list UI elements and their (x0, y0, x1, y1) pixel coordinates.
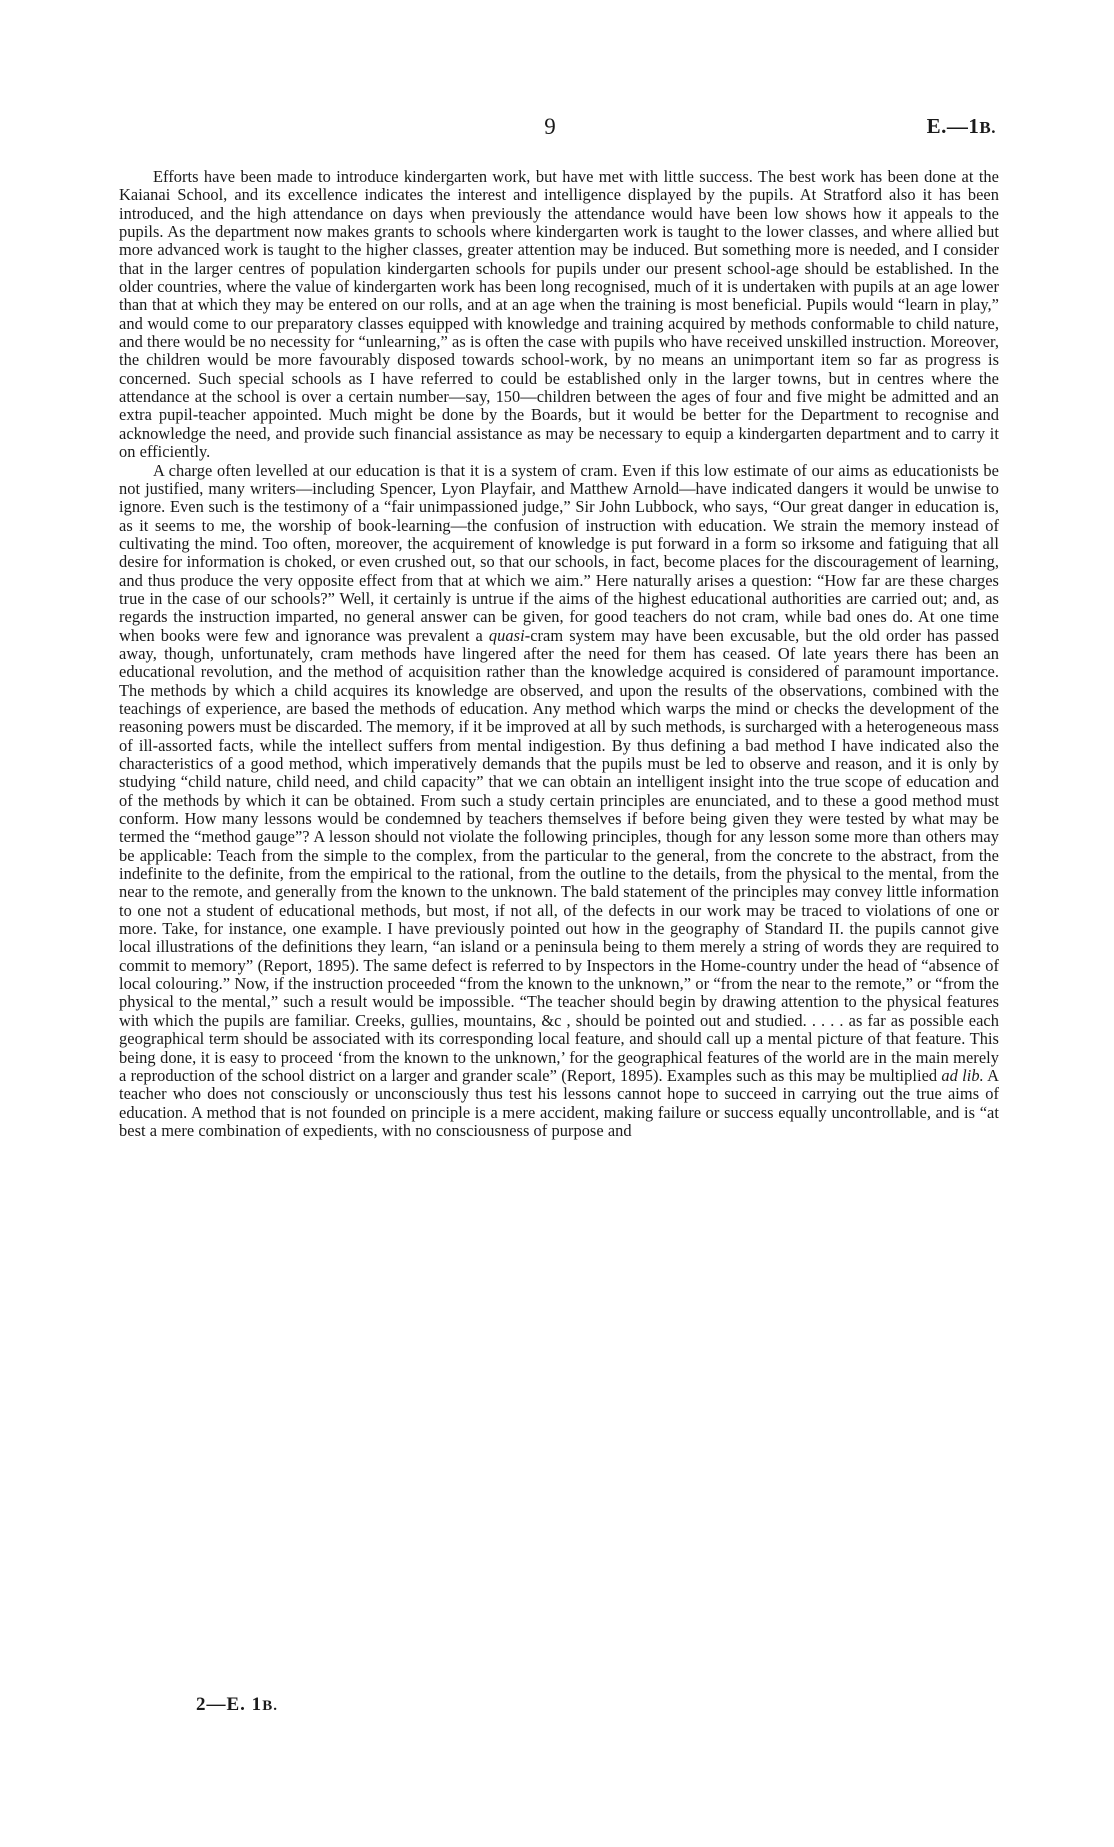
signature-main: 2—E. 1 (196, 1694, 263, 1715)
running-head-suffix: B. (979, 118, 996, 137)
signature-suffix: B. (262, 1698, 278, 1714)
paragraph-kindergarten: Efforts have been made to introduce kindergarten work, but have met with little success. The best work has been done at the Kaianai School, and its excellence indicates the interest and intelligence displayed by the pupils. At Stratford also it has been introduced, and the high attendance on days when previously the attendance would have been low shows how it appeals to the pupils. As the department now makes grants to schools where kindergarten work is taught to the lower classes, and where allied but more advanced work is taught to the higher classes, greater attention may be induced. But something more is needed, and I consider that in the larger centres of population kindergarten schools for pupils under our present school-age should be established. In the older countries, where the value of kindergarten work has been long recognised, much of it is undertaken with pupils at an age lower than that at which they may be entered on our rolls, and at an age when the training is most beneficial. Pupils would “learn in play,” and would come to our preparatory classes equipped with knowledge and training acquired by methods conformable to child nature, and there would be no necessity for “unlearning,” as is often the case with pupils who have received unskilled instruction. Moreover, the children would be more favourably disposed towards school-work, by no means an unimportant item so far as progress is concerned. Such special schools as I have referred to could be established only in the larger towns, but in centres where the attendance at the school is over a certain number—say, 150—children between the ages of four and five might be admitted and an extra pupil-teacher appointed. Much might be done by the Boards, but it would be better for the Department to recognise and acknowledge the need, and provide such financial assistance as may be necessary to equip a kindergarten department and to carry it on efficiently. (119, 167, 999, 462)
paragraph-cram-part-a: A charge often levelled at our education is that it is a system of cram. Even if this low estimate of our aims as educationists be not justified, many writers—including Spencer, Lyon Playfair, and Matthew Arnold—have indicated dangers it would be unwise to ignore. Even such is the testimony of a “fair unimpassioned judge,” Sir John Lubbock, who says, “Our great danger in education is, as it seems to me, the worship of book-learning—the confusion of instruction with education. We strain the memory instead of cultivating the mind. Too often, moreover, the acquirement of knowledge is put forward in a form so irksome and fatiguing that all desire for information is choked, or even crushed out, so that our schools, in fact, become places for the discouragement of learning, and thus produce the very opposite effect from that at which we aim.” Here naturally arises a question: “How far are these charges true in the case of our schools?” Well, it certainly is untrue if the aims of the highest educational authorities are carried out; and, as regards the instruction imparted, no general answer can be given, for good teachers do not cram, while bad ones do. At one time when books were few and ignorance was prevalent a (119, 460, 999, 645)
running-head (927, 114, 996, 139)
italic-quasi: quasi (488, 625, 525, 645)
paragraph-cram (119, 462, 999, 1141)
paragraph-cram-part-b: -cram system may have been excusable, but the old order has passed away, though, unfortunately, cram methods have lingered after the need for them has ceased. Of late years there has been an educational revolution, and the method of acquisition rather than the knowledge acquired is considered of paramount importance. The methods by which a child acquires its knowledge are observed, and upon the results of the observations, combined with the teachings of experience, are based the methods of education. Any method which warps the mind or checks the development of the reasoning powers must be discarded. The memory, if it be improved at all by such methods, is surcharged with a heterogeneous mass of ill-assorted facts, while the intellect suffers from mental indigestion. By thus defining a bad method I have indicated also the characteristics of a good method, which imperatively demands that the pupils must be led to observe and reason, and it is only by studying “child nature, child need, and child capacity” that we can obtain an intelligent insight into the true scope of education and of the methods by which it can be obtained. From such a study certain principles are enunciated, and to these a good method must conform. How many lessons would be condemned by teachers themselves if before being given they were tested by what may be termed the “method gauge”? A lesson should not violate the following principles, though for any lesson some more than others may be applicable: Teach from the simple to the complex, from the particular to the general, from the concrete to the abstract, from the indefinite to the definite, from the empirical to the rational, from the outline to the details, from the physical to the mental, from the near to the remote, and generally from the known to the unknown. The bald statement of the principles may convey little information to one not a student of educational methods, but most, if not all, of the defects in our work may be traced to violations of one or more. Take, for instance, one example. I have previously pointed out how in the geography of Standard II. the pupils cannot give local illustrations of the definitions they learn, “an island or a peninsula being to them merely a string of words they are required to commit to memory” (Report, 1895). The same defect is referred to by Inspectors in the Home-country under the head of “absence of local colouring.” Now, if the instruction proceeded “from the known to the unknown,” or “from the near to the remote,” or “from the physical to the mental,” such a result would be impossible. “The teacher should begin by drawing attention to the physical features with which the pupils are familiar. Creeks, gullies, mountains, &c , should be pointed out and studied. . . . . as far as possible each geographical term should be associated with its corresponding local feature, and should call up a mental picture of that feature. This being done, it is easy to proceed ‘from the known to the unknown,’ for the geographical features of the world are in the main merely a reproduction of the school district on a larger and grander scale” (Report, 1895). Examples such as this may be multiplied (119, 625, 999, 1085)
signature-mark (196, 1694, 278, 1716)
body-text (119, 168, 999, 1140)
italic-ad-lib: ad lib. (941, 1065, 984, 1085)
page-number: 9 (544, 114, 556, 139)
paragraph-cram-part-c: A teacher who does not consciously or unconsciously thus test his lessons cannot hope to succeed in carrying out the true aims of education. A method that is not founded on principle is a mere accident, making failure or success equally uncontrollable, and is “at best a mere combination of expedients, with no consciousness of purpose and (119, 1065, 999, 1140)
running-head-main: E.—1 (926, 114, 980, 138)
